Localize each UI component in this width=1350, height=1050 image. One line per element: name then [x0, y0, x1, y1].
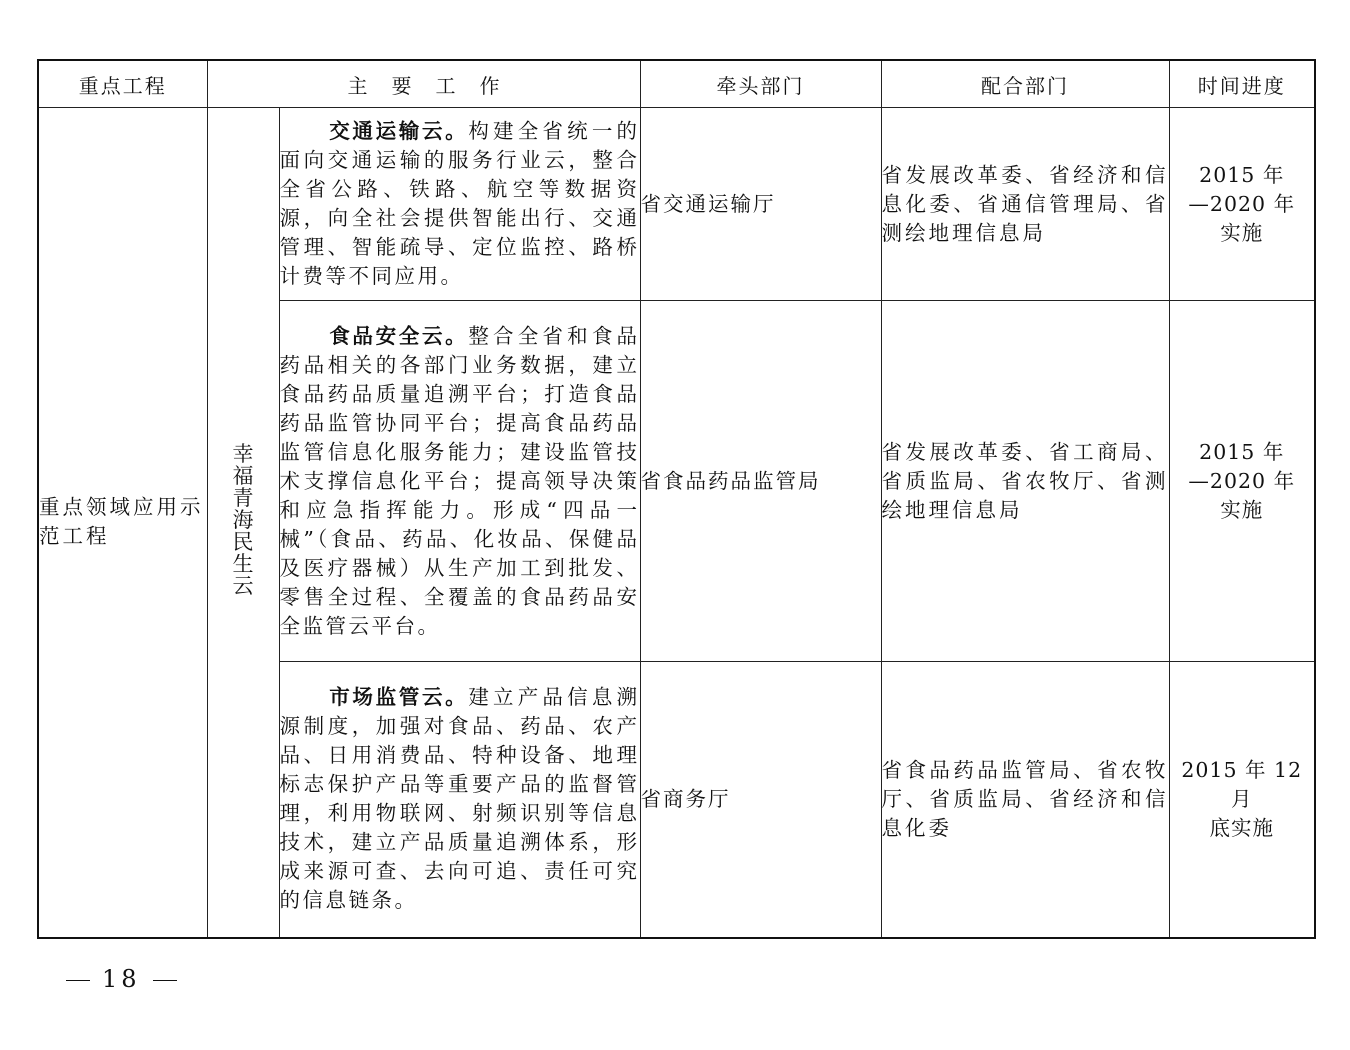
schedule [1169, 108, 1315, 301]
header-work-char: 工 [435, 73, 456, 98]
dash-right [153, 980, 177, 981]
page-footer [66, 965, 177, 993]
lead-department: 省交通运输厅 [640, 108, 881, 301]
project-table [37, 59, 1316, 939]
page-number: 18 [102, 965, 141, 993]
sub-project-name: 幸福青海民生云 [232, 442, 254, 599]
schedule-line: 2015 年 [1199, 162, 1285, 187]
work-text: 构建全省统一的面向交通运输的服务行业云，整合全省公路、铁路、航空等数据资源，向全社会提供智能出行、交通管理、智能疏导、定位监控、路桥计费等不同应用。 [279, 119, 640, 288]
lead-department: 省商务厅 [640, 662, 881, 938]
header-row [38, 60, 1315, 108]
cooperating-departments: 省食品药品监管局、省农牧厅、省质监局、省经济和信息化委 [881, 662, 1169, 938]
header-lead: 牵头部门 [640, 60, 881, 108]
header-work-char: 主 [347, 73, 368, 98]
table-row [38, 108, 1315, 301]
cooperating-departments: 省发展改革委、省经济和信息化委、省通信管理局、省测绘地理信息局 [881, 108, 1169, 301]
schedule-line: 2015 年 12 月 [1181, 757, 1303, 811]
header-work [207, 60, 640, 108]
header-work-char: 作 [479, 73, 500, 98]
work-text: 建立产品信息溯源制度，加强对食品、药品、农产品、日用消费品、特种设备、地理标志保护产品等重要产品的监督管理，利用物联网、射频识别等信息技术，建立产品质量追溯体系，形成来源可查、去向可追、责任可究的信息链条。 [279, 685, 640, 913]
schedule-line: 底实施 [1209, 815, 1274, 840]
header-time: 时间进度 [1169, 60, 1315, 108]
work-text: 整合全省和食品药品相关的各部门业务数据，建立食品药品质量追溯平台；打造食品药品监管协同平台；提高食品药品监管信息化服务能力；建设监管技术支撑信息化平台；提高领导决策和应急指挥能力。形成“四品一械”（食品、药品、化妆品、保健品及医疗器械）从生产加工到批发、零售全过程、全覆盖的食品药品安全监管云平台。 [279, 323, 640, 638]
work-title: 食品安全云。 [327, 323, 469, 348]
schedule [1169, 301, 1315, 662]
work-description [279, 108, 640, 301]
schedule-line: 2015 年 [1199, 439, 1285, 464]
work-title: 市场监管云。 [327, 685, 469, 710]
work-description [279, 301, 640, 662]
schedule-line: —2020 年 [1188, 191, 1296, 216]
schedule-line: 实施 [1220, 220, 1264, 245]
schedule-line: —2020 年 [1188, 468, 1296, 493]
project-name: 重点领域应用示范工程 [39, 495, 204, 549]
header-project: 重点工程 [38, 60, 207, 108]
dash-left [66, 980, 90, 981]
schedule [1169, 662, 1315, 938]
sub-project-cell [207, 108, 279, 938]
header-coop: 配合部门 [881, 60, 1169, 108]
project-name-cell [38, 108, 207, 938]
work-description [279, 662, 640, 938]
lead-department: 省食品药品监管局 [640, 301, 881, 662]
work-title: 交通运输云。 [327, 119, 469, 143]
schedule-line: 实施 [1220, 497, 1264, 522]
header-work-char: 要 [391, 73, 412, 98]
cooperating-departments: 省发展改革委、省工商局、省质监局、省农牧厅、省测绘地理信息局 [881, 301, 1169, 662]
